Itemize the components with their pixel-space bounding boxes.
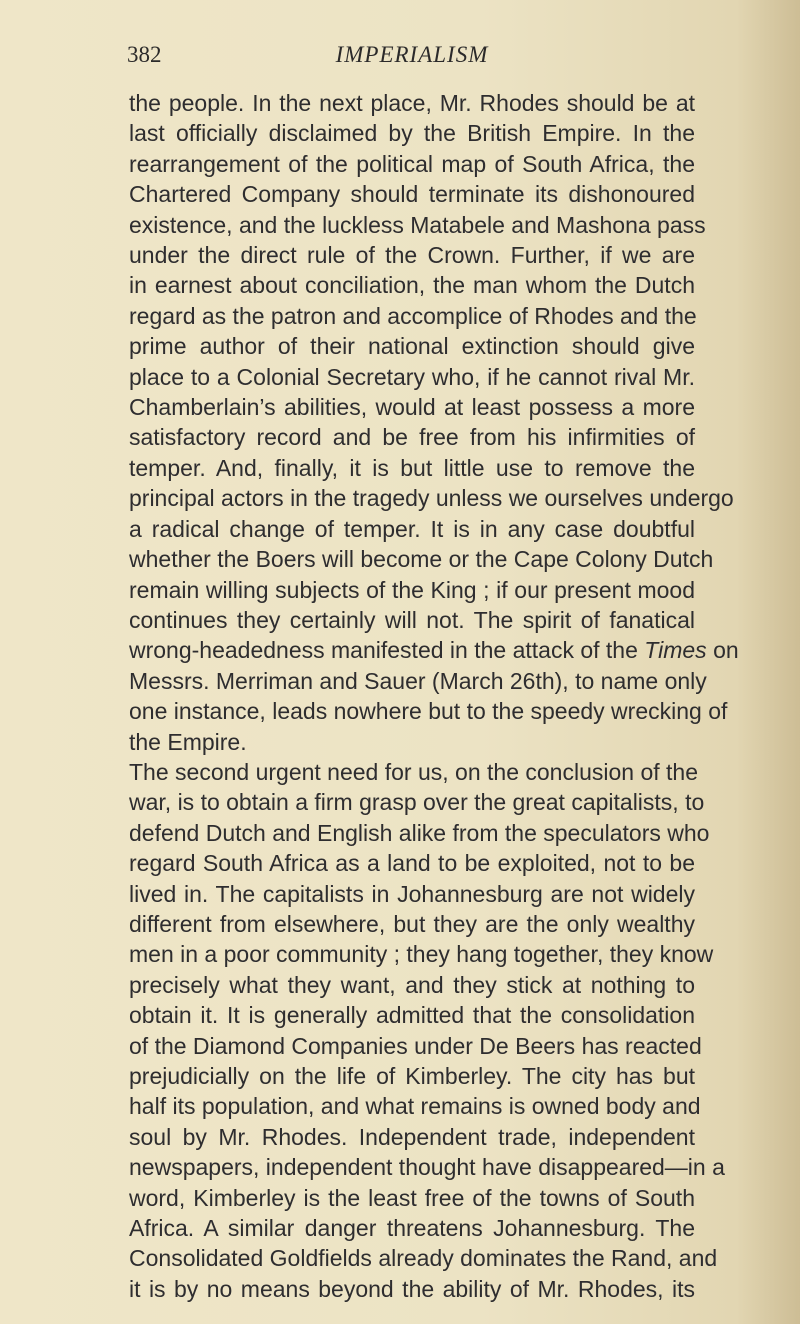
text-line bbox=[129, 727, 695, 757]
text-line-content: of the Diamond Companies under De Beers has reacted bbox=[129, 1032, 702, 1059]
text-line-content: prime author of their national extinction should give bbox=[129, 333, 695, 360]
text-line-content: temper. And, finally, it is but little use to remove the bbox=[129, 454, 695, 481]
text-line bbox=[129, 635, 739, 665]
running-head: IMPERIALISM bbox=[335, 42, 489, 67]
text-line-content: lived in. The capitalists in Johannesburg are not widely bbox=[129, 880, 695, 907]
text-line bbox=[129, 544, 714, 574]
text-line-content: remain willing subjects of the King ; if our present mood bbox=[129, 576, 695, 603]
text-line bbox=[129, 818, 710, 848]
text-line-content: whether the Boers will become or the Cape Colony Dutch bbox=[129, 546, 714, 573]
text-line-content: war, is to obtain a firm grasp over the great capitalists, to bbox=[129, 789, 705, 816]
text-line-content: soul by Mr. Rhodes. Independent trade, independent bbox=[129, 1123, 695, 1150]
text-line-content: Africa. A similar danger threatens Johannesburg. The bbox=[129, 1215, 695, 1242]
text-line-content: Chamberlain’s abilities, would at least possess a more bbox=[129, 394, 695, 421]
text-line-content: Messrs. Merriman and Sauer (March 26th), to name only bbox=[129, 667, 707, 694]
text-line-content: one instance, leads nowhere but to the speedy wrecking of bbox=[129, 698, 728, 725]
text-line bbox=[129, 605, 695, 635]
text-line bbox=[129, 483, 734, 513]
text-line bbox=[129, 362, 695, 392]
text-line bbox=[129, 666, 707, 696]
text-line-content: obtain it. It is generally admitted that the consolidation bbox=[129, 1002, 695, 1029]
text-line-content: newspapers, independent thought have disappeared—in a bbox=[129, 1154, 725, 1181]
text-line bbox=[129, 1243, 718, 1273]
text-line-content: half its population, and what remains is owned body and bbox=[129, 1093, 701, 1120]
text-line bbox=[129, 422, 695, 452]
text-line-content: continues they certainly will not. The spirit of fanatical bbox=[129, 606, 695, 633]
text-line-content: under the direct rule of the Crown. Further, if we are bbox=[129, 242, 695, 269]
text-line bbox=[129, 696, 728, 726]
text-line bbox=[129, 1183, 695, 1213]
text-line-content: men in a poor community ; they hang together, they know bbox=[129, 941, 714, 968]
text-line bbox=[129, 331, 695, 361]
text-line-content: in earnest about conciliation, the man whom the Dutch bbox=[129, 272, 695, 299]
text-line bbox=[129, 514, 695, 544]
text-line bbox=[129, 909, 695, 939]
text-line-content: defend Dutch and English alike from the speculators who bbox=[129, 819, 710, 846]
text-line bbox=[129, 301, 695, 331]
text-line-content: principal actors in the tragedy unless we ourselves undergo bbox=[129, 485, 734, 512]
text-line bbox=[129, 149, 695, 179]
text-line bbox=[129, 1274, 695, 1304]
text-line-content: prejudicially on the life of Kimberley. The city has but bbox=[129, 1063, 695, 1089]
page-header bbox=[127, 42, 697, 76]
text-line-content: wrong-headedness manifested in the attack of the bbox=[129, 637, 638, 664]
text-line bbox=[129, 757, 698, 787]
text-line-content: word, Kimberley is the least free of the towns of South bbox=[129, 1184, 695, 1211]
text-line-content: regard as the patron and accomplice of Rhodes and the bbox=[129, 302, 697, 329]
text-line bbox=[129, 270, 695, 300]
text-line bbox=[129, 848, 695, 878]
text-line-content: place to a Colonial Secretary who, if he cannot rival Mr. bbox=[129, 363, 695, 390]
text-line-content: different from elsewhere, but they are the only wealthy bbox=[129, 910, 695, 937]
text-line-content: the Empire. bbox=[129, 728, 247, 755]
text-line bbox=[129, 1152, 725, 1182]
text-line-content: Chartered Company should terminate its dishonoured bbox=[129, 181, 695, 208]
text-line-content: it is by no means beyond the ability of Mr. Rhodes, its bbox=[129, 1275, 695, 1302]
text-line bbox=[129, 392, 695, 422]
text-line bbox=[129, 240, 695, 270]
text-line bbox=[129, 787, 705, 817]
text-line bbox=[129, 179, 695, 209]
text-line bbox=[129, 1213, 695, 1243]
text-line bbox=[129, 210, 706, 240]
text-line-content: Consolidated Goldfields already dominates the Rand, and bbox=[129, 1245, 718, 1272]
text-line-content: rearrangement of the political map of South Africa, the bbox=[129, 150, 695, 177]
text-line bbox=[129, 970, 695, 1000]
text-line bbox=[129, 1000, 695, 1030]
body-text bbox=[129, 88, 739, 1304]
text-line-content: existence, and the luckless Matabele and Mashona pass bbox=[129, 211, 706, 238]
text-line bbox=[129, 879, 695, 909]
text-line-content: regard South Africa as a land to be exploited, not to be bbox=[129, 850, 695, 877]
text-line bbox=[129, 1091, 701, 1121]
text-line bbox=[129, 88, 695, 118]
text-line bbox=[129, 118, 695, 148]
text-line bbox=[129, 453, 695, 483]
italic-title: Times bbox=[644, 637, 707, 664]
text-line-content: precisely what they want, and they stick at nothing to bbox=[129, 971, 695, 998]
text-line-content: the people. In the next place, Mr. Rhodes should be at bbox=[129, 90, 695, 116]
text-line bbox=[129, 939, 714, 969]
page-number: 382 bbox=[127, 42, 162, 67]
text-line bbox=[129, 575, 695, 605]
text-line-content: last officially disclaimed by the British Empire. In the bbox=[129, 120, 695, 147]
text-line-content: a radical change of temper. It is in any case doubtful bbox=[129, 515, 695, 542]
text-line bbox=[129, 1122, 695, 1152]
text-line bbox=[129, 1061, 695, 1091]
text-line-content: satisfactory record and be free from his infirmities of bbox=[129, 424, 695, 451]
text-line-content: The second urgent need for us, on the conclusion of the bbox=[129, 758, 698, 785]
text-line-tail: on bbox=[706, 637, 739, 664]
text-line bbox=[129, 1031, 702, 1061]
